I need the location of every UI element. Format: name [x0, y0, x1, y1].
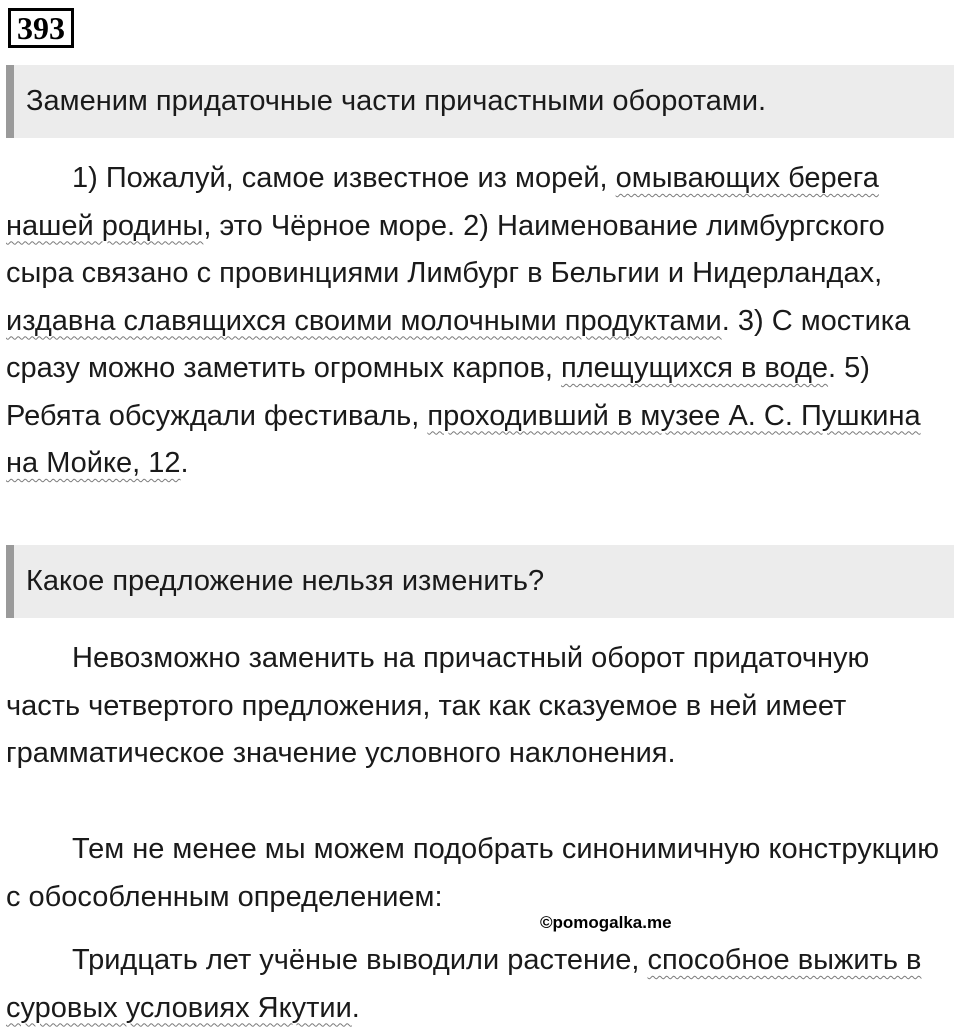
- text-fragment: Тридцать лет учёные выводили растение,: [72, 944, 648, 976]
- text-fragment: 1) Пожалуй, самое известное из морей,: [72, 162, 616, 194]
- answer-paragraph: Невозможно заменить на причастный оборот придаточную часть четвертого предложения, так как сказуемое в ней имеет грамматическое значение условного наклонения.: [6, 642, 870, 769]
- text-fragment: , это Чёрное море. 2) Наименование лимбургского сыра связано с провинциями Лимбург в Бельгии и Нидерландах,: [6, 209, 885, 289]
- text-fragment: . 5) Ребята обсуждали фестиваль,: [6, 352, 870, 432]
- task-number: 393: [8, 8, 74, 48]
- section-header-text: Заменим придаточные части причастными оборотами.: [26, 85, 767, 117]
- participle-phrase: издавна славящихся своими молочными продуктами: [6, 304, 722, 337]
- participle-phrase: проходивший в музее А. С. Пушкина на Мойке, 12: [6, 399, 921, 479]
- section-header-replace: [6, 65, 954, 138]
- note-paragraph: Тем не менее мы можем подобрать синонимичную конструкцию с обособленным определением:: [6, 833, 939, 913]
- participle-phrase: способное выжить в суровых условиях Якутии: [6, 944, 922, 1024]
- text-fragment: .: [351, 991, 360, 1024]
- section-header-text: Какое предложение нельзя изменить?: [26, 565, 545, 597]
- example-paragraph: [6, 937, 946, 1032]
- participle-phrase: плещущихся в воде: [561, 352, 829, 384]
- exercise-paragraph: [6, 155, 946, 488]
- text-fragment: .: [180, 447, 189, 479]
- section-header-question: [6, 545, 954, 618]
- participle-phrase: омывающих берега нашей родины: [6, 162, 879, 242]
- watermark: ©pomogalka.me: [540, 913, 672, 932]
- text-fragment: . 3) С мостика сразу можно заметить огромных карпов,: [6, 304, 911, 384]
